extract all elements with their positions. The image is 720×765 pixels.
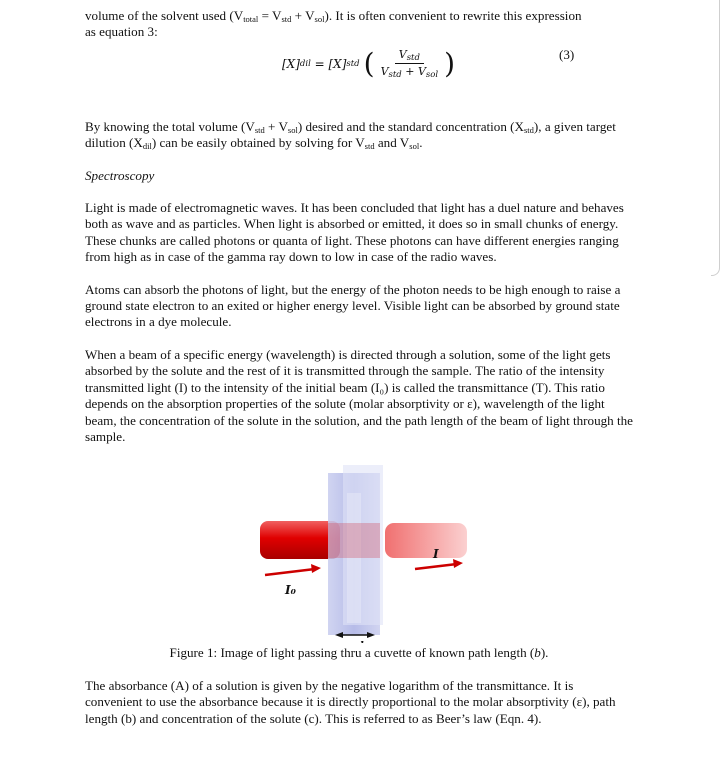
figure-caption: Figure 1: Image of light passing thru a cuvette of known path length (b).: [169, 645, 549, 661]
light-paragraph: Light is made of electromagnetic waves. It has been concluded that light has a duel nature and behaves both as wave and as particles. When light is absorbed or emitted, it does so in small chunks of energy. These chunks are called photons or quanta of light. These photons can have different energies ranging from high as in case of the gamma ray down to low in case of the radio waves.: [85, 200, 624, 265]
cuvette-illustration: [85, 463, 633, 643]
atoms-paragraph: Atoms can absorb the photons of light, but the energy of the photon needs to be high enough to raise a ground state electron to an exited or higher energy level. Visible light can be absorbed by ground state electrons in a dye molecule.: [85, 281, 621, 330]
label-i0: I₀: [285, 583, 296, 598]
absorbance-paragraph: The absorbance (A) of a solution is given by the negative logarithm of the transmittance. It is convenient to use the absorbance because it is directly proportional to the molar absorptivity (ε), path length (b) and concentration of the solute (c). This is referred to as Beer’s law (Eqn. 4).: [85, 677, 616, 726]
equation-number: (3): [559, 46, 575, 62]
dilution-paragraph: By knowing the total volume $(V_{std} + V_{sol})$ desired and the standard concentration $(X_{std})$, a given target dilution $(X_{dil})$ can be easily obtained by solving for $V_{std}$ and $V_{sol}$.: [85, 118, 616, 152]
beam-in-cuvette: [328, 523, 380, 558]
document-page: [85, 8, 633, 727]
transmitted-arrow-line: [415, 564, 457, 569]
beam-paragraph: When a beam of a specific energy (wavelength) is directed through a solution, some of the light gets absorbed by the solute and the rest of it is transmitted through the sample. The ratio of the intensity transmitted light (I) to the intensity of the initial beam (I₀) is called the transmittance (T). This ratio depends on the absorption properties of the solute (molar absorptivity or ε), wavelength of the light beam, the concentration of the solute in the solution, and the path length of the beam of light through the sample.: [85, 346, 633, 444]
cuvette-figure: [85, 463, 633, 643]
scrollbar-track[interactable]: [711, 0, 720, 276]
incident-arrow-line: [265, 569, 315, 575]
label-i: I: [433, 547, 439, 562]
intro-paragraph: volume of the solvent used $(V_{total} = V_{std} + V_{sol})$. It is often convenient to rewrite this expression as equation 3:: [85, 8, 582, 40]
transmitted-arrowhead-icon: [453, 559, 463, 568]
equation-3: [85, 47, 633, 91]
transmitted-beam: [385, 523, 467, 558]
dilution-equation: [X] dil = [X] std ( $\frac{V_{std}}{V_{std} + V_{sol}}$ ): [282, 46, 456, 81]
label-b: [360, 641, 367, 643]
incident-arrowhead-icon: [311, 564, 321, 573]
section-heading: Spectroscopy: [85, 167, 155, 183]
equation-fraction: $\frac{V_{std}}{V_{std} + V_{sol}}$: [380, 47, 439, 81]
